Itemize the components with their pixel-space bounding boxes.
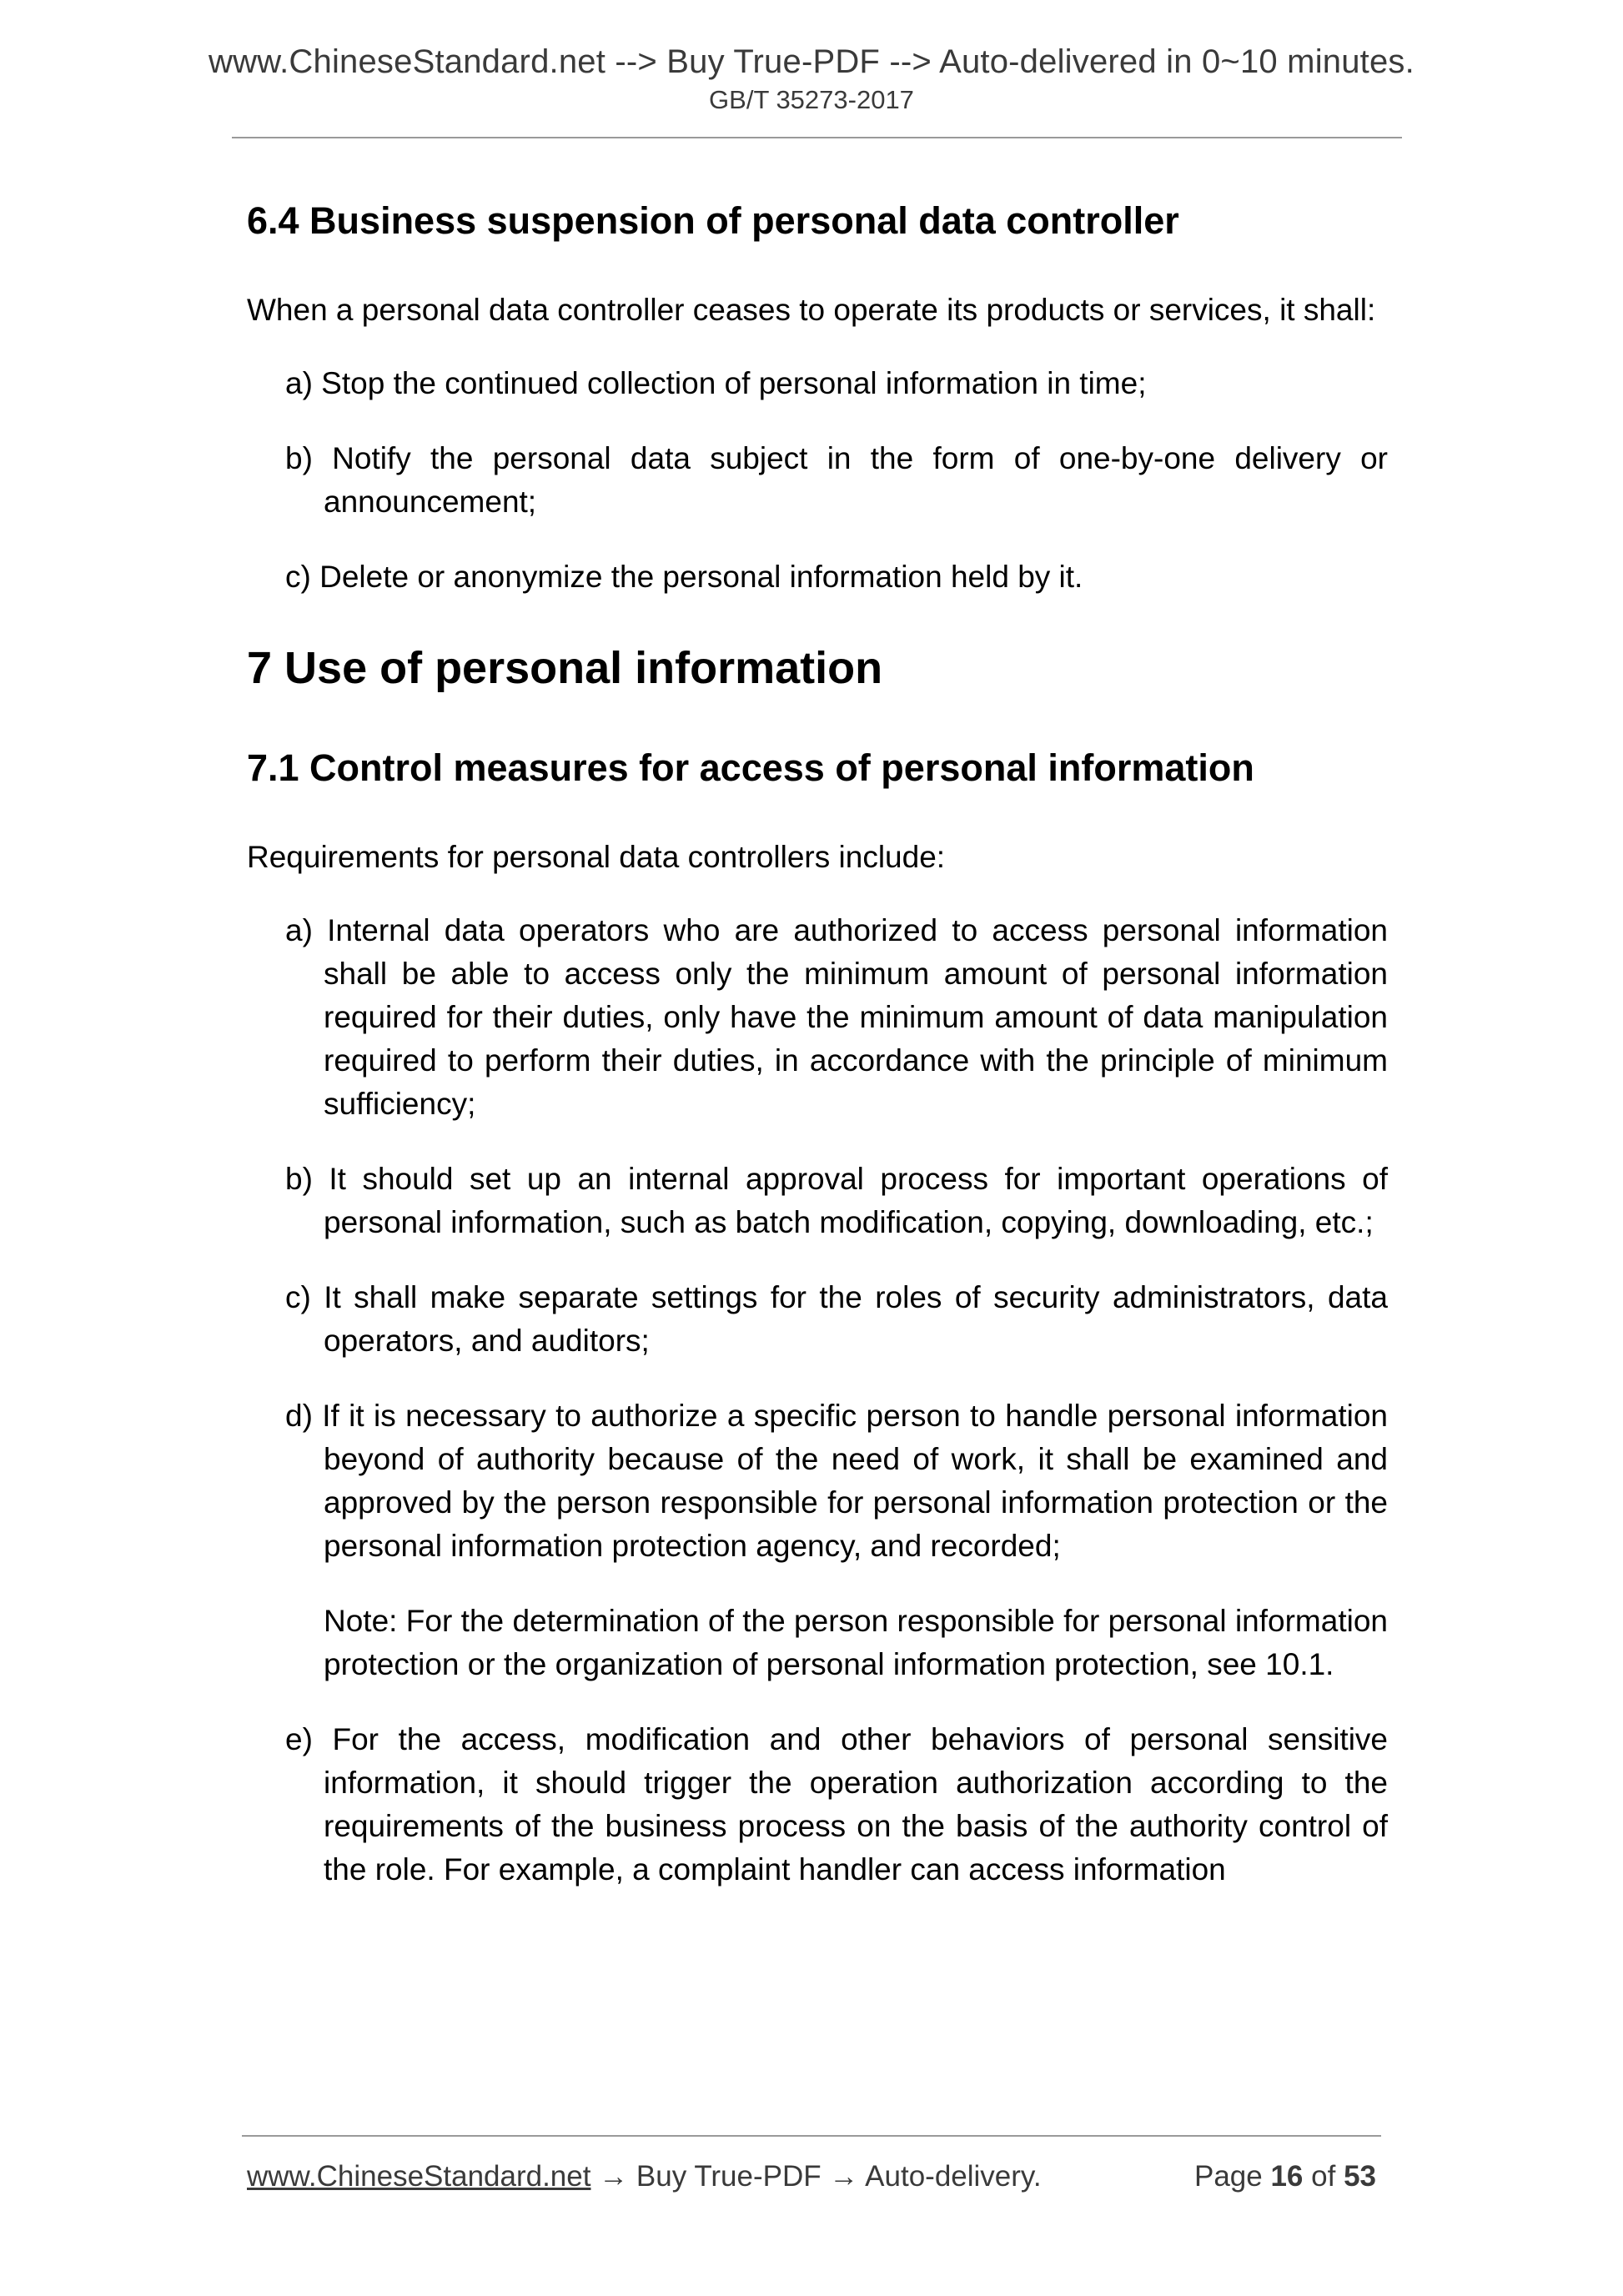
list-item: b) Notify the personal data subject in the form of one-by-one delivery or announcement; xyxy=(285,441,1388,519)
header-banner: www.ChineseStandard.net --> Buy True-PDF --> Auto-delivered in 0~10 minutes. xyxy=(209,43,1414,80)
document-number: GB/T 35273-2017 xyxy=(709,85,914,114)
header-divider xyxy=(232,137,1402,138)
page-label: Page xyxy=(1193,2160,1263,2193)
of-label: of xyxy=(1311,2160,1336,2193)
list-item: d) If it is necessary to authorize a specific person to handle personal information beyond of authority because of the need of work, it shall be examined and approved by the person responsible for personal information protection or the personal information protection agency, and recorded; xyxy=(285,1399,1388,1563)
list-item: b) It should set up an internal approval process for important operations of personal information, such as batch modification, copying, downloading, etc.; xyxy=(285,1162,1388,1239)
list-item: a) Stop the continued collection of personal information in time; xyxy=(285,366,1147,400)
section-7-heading: 7 Use of personal information xyxy=(247,643,883,693)
list-item: a) Internal data operators who are authorized to access personal information shall be able to access only the minimum amount of personal information required for their duties, only have the minimum amount of data manipulation required to perform their duties, in accordance with the principle of minimum sufficiency; xyxy=(285,913,1388,1121)
footer-divider xyxy=(242,2135,1381,2137)
footer-text: → Buy True-PDF → Auto-delivery. xyxy=(590,2160,1042,2193)
page-indicator xyxy=(1194,2160,1376,2193)
total-pages: 53 xyxy=(1344,2160,1376,2193)
footer-link[interactable]: www.ChineseStandard.net xyxy=(247,2160,591,2193)
list-item: e) For the access, modification and other behaviors of personal sensitive information, it should trigger the operation authorization according to the requirements of the business process on the basis of the authority control of the role. For example, a complaint handler can access information xyxy=(285,1722,1388,1887)
section-6-4-intro: When a personal data controller ceases to operate its products or services, it shall: xyxy=(247,293,1376,327)
page-number: 16 xyxy=(1270,2160,1304,2193)
page-footer xyxy=(247,2160,1376,2193)
list-item: c) Delete or anonymize the personal information held by it. xyxy=(285,560,1083,594)
section-7-1-intro: Requirements for personal data controllers include: xyxy=(247,840,946,874)
page-content xyxy=(247,167,1388,1923)
list-item: c) It shall make separate settings for the roles of security administrators, data operators, and auditors; xyxy=(285,1280,1388,1358)
note-paragraph: Note: For the determination of the person responsible for personal information protection or the organization of personal information protection, see 10.1. xyxy=(324,1604,1388,1681)
section-7-1-heading: 7.1 Control measures for access of personal information xyxy=(247,746,1254,789)
section-6-4-heading: 6.4 Business suspension of personal data controller xyxy=(247,199,1179,242)
